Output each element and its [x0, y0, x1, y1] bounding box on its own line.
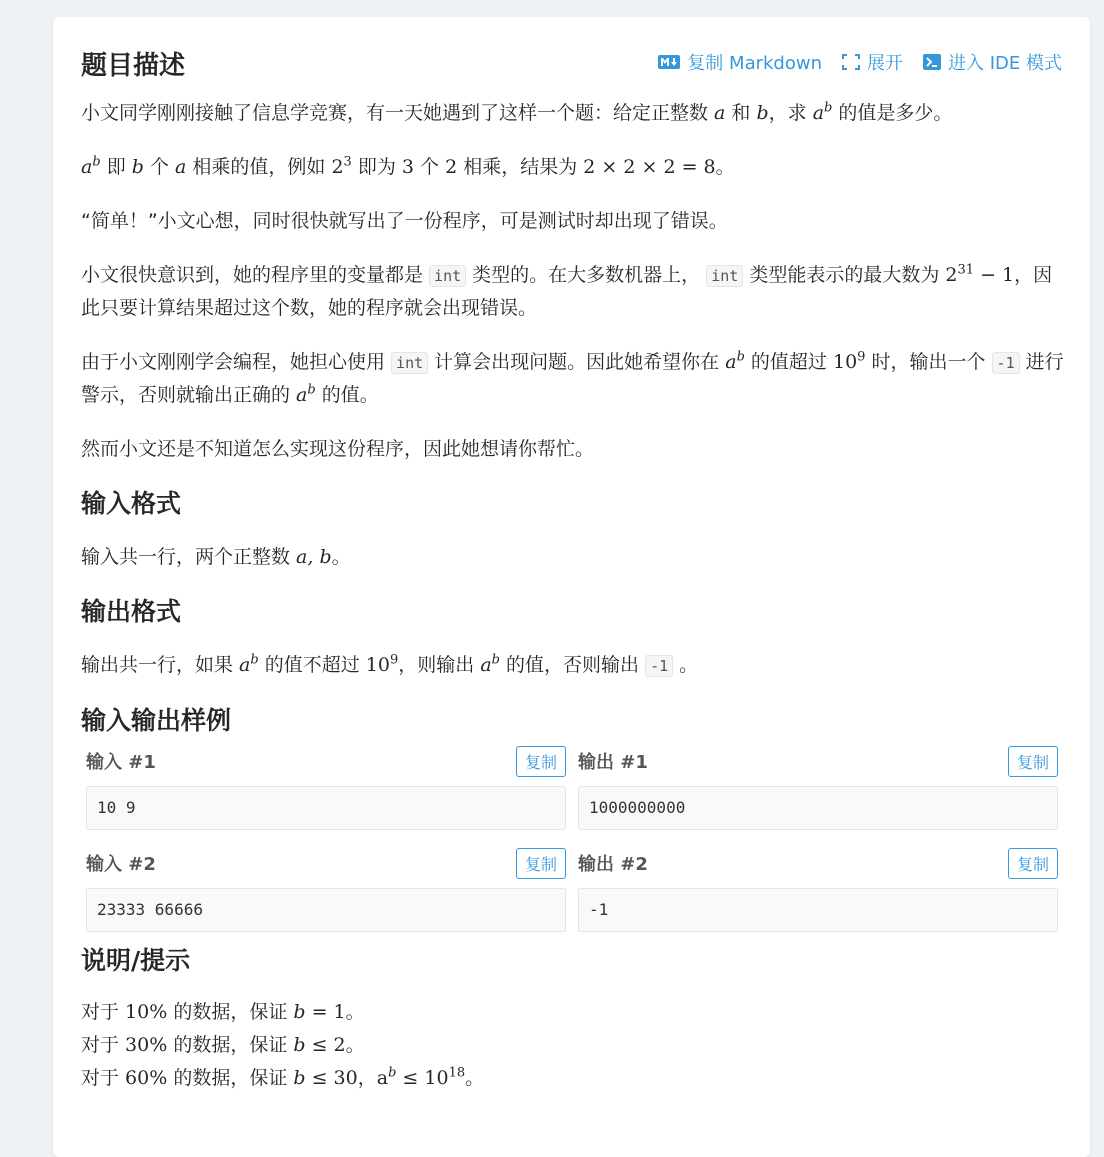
sample-input-box[interactable]: 23333 66666 — [86, 888, 566, 932]
hint-line-2: 对于 30% 的数据，保证 b ≤ 2。 — [81, 1034, 365, 1056]
copy-sample-input-button[interactable]: 复制 — [516, 746, 566, 777]
description-paragraph-2: $a^b$ 即 b 个 a 相乘的值，例如 $2^3$ 即为 3 个 2 相乘，结果为 2 × 2 × 2 = 8。 — [81, 154, 735, 178]
section-title-input-format: 输入格式 — [81, 489, 182, 518]
ide-mode-button[interactable] — [923, 49, 1062, 75]
section-title-samples: 输入输出样例 — [81, 706, 232, 735]
sample-row-2 — [86, 848, 1061, 932]
sample-output-label: 输出 #2 — [578, 854, 648, 875]
hint-line-1: 对于 10% 的数据，保证 b = 1。 — [81, 1001, 365, 1023]
output-format-text: 输出共一行，如果 $a^b$ 的值不超过 $10^9$，则输出 $a^b$ 的值，否则输出 -1 。 — [81, 652, 699, 676]
copy-markdown-button[interactable] — [658, 49, 822, 75]
sample-output-box[interactable]: 1000000000 — [578, 786, 1058, 830]
sample-output-label: 输出 #1 — [578, 752, 648, 773]
terminal-icon — [923, 54, 941, 70]
ide-mode-label: 进入 IDE 模式 — [948, 53, 1062, 74]
expand-button[interactable] — [842, 49, 903, 75]
description-paragraph-6: 然而小文还是不知道怎么实现这份程序，因此她想请你帮忙。 — [81, 438, 595, 460]
problem-card — [53, 17, 1090, 1157]
problem-content — [81, 97, 1066, 1095]
sample-input-2 — [86, 848, 566, 932]
description-paragraph-1: 小文同学刚刚接触了信息学竞赛，有一天她遇到了这样一个题：给定正整数 a 和 b，求 $a^b$ 的值是多少。 — [81, 100, 953, 124]
inline-code: int — [391, 352, 428, 374]
header-actions — [638, 49, 1062, 75]
section-title-description: 题目描述 — [81, 51, 186, 81]
sample-input-1 — [86, 746, 566, 830]
sample-output-1 — [578, 746, 1058, 830]
inline-code: int — [706, 265, 743, 287]
sample-input-box[interactable]: 10 9 — [86, 786, 566, 830]
hint-block — [81, 996, 1066, 1095]
samples-container — [86, 746, 1061, 932]
markdown-icon — [658, 55, 680, 69]
sample-input-label: 输入 #2 — [86, 854, 156, 875]
sample-output-2 — [578, 848, 1058, 932]
sample-row-1 — [86, 746, 1061, 830]
sample-input-label: 输入 #1 — [86, 752, 156, 773]
copy-markdown-label: 复制 Markdown — [687, 53, 822, 74]
input-format-text: 输入共一行，两个正整数 a, b。 — [81, 546, 351, 568]
sample-output-box[interactable]: -1 — [578, 888, 1058, 932]
problem-header — [81, 43, 1062, 83]
expand-label: 展开 — [867, 53, 903, 74]
inline-code: -1 — [992, 352, 1020, 374]
description-paragraph-5: 由于小文刚刚学会编程，她担心使用 int 计算会出现问题。因此她希望你在 $a^b$ 的值超过 $10^9$ 时，输出一个 -1 进行警示，否则就输出正确的 $a^b$ 的值。 — [81, 349, 1064, 406]
inline-code: -1 — [645, 655, 673, 677]
description-paragraph-3: “简单！”小文心想，同时很快就写出了一份程序，可是测试时却出现了错误。 — [81, 210, 728, 232]
copy-sample-output-button[interactable]: 复制 — [1008, 848, 1058, 879]
description-paragraph-4: 小文很快意识到，她的程序里的变量都是 int 类型的。在大多数机器上， int 类型能表示的最大数为 $2^{31} - 1$，因此只要计算结果超过这个数，她的程序就会出现错误。 — [81, 262, 1053, 319]
hint-line-3: 对于 60% 的数据，保证 b ≤ 30，$a^b \le 10^{18}$。 — [81, 1065, 485, 1089]
expand-icon — [842, 54, 860, 70]
inline-code: int — [429, 265, 466, 287]
section-title-output-format: 输出格式 — [81, 597, 182, 626]
copy-sample-output-button[interactable]: 复制 — [1008, 746, 1058, 777]
copy-sample-input-button[interactable]: 复制 — [516, 848, 566, 879]
section-title-hint: 说明/提示 — [81, 946, 191, 975]
